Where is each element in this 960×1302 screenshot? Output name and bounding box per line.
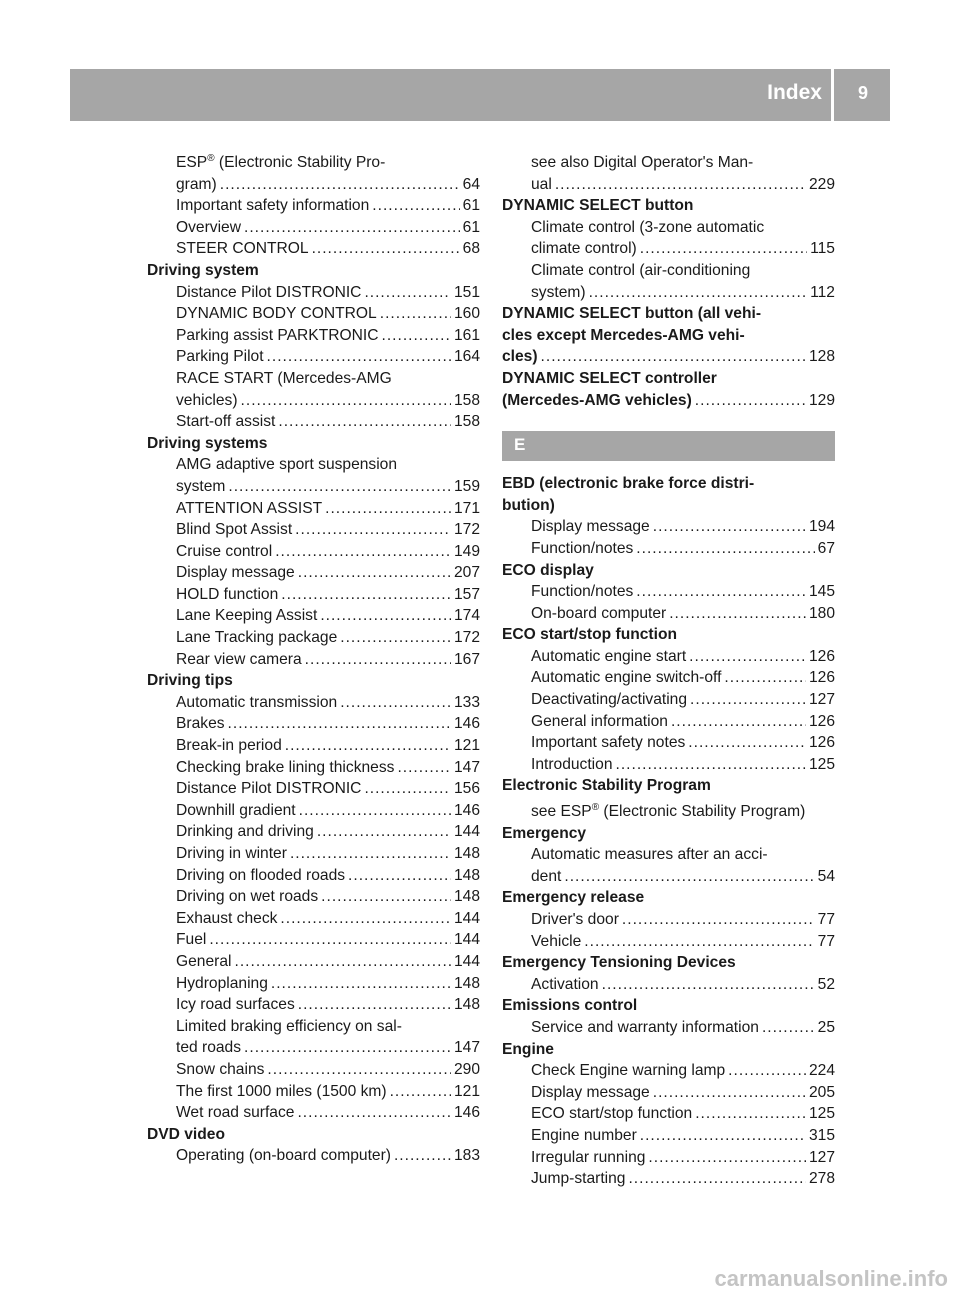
index-entry[interactable] xyxy=(147,562,480,584)
index-entry[interactable] xyxy=(502,1017,835,1039)
page-ref: 146 xyxy=(453,801,480,819)
entry-text: Downhill gradient xyxy=(176,801,296,819)
entry-text: (Mercedes-AMG vehicles) xyxy=(502,391,692,409)
entry-text: Automatic engine switch-off xyxy=(531,669,722,687)
header-title: Index xyxy=(767,81,822,104)
index-entry[interactable] xyxy=(147,390,480,412)
page-ref: 54 xyxy=(817,867,835,885)
entry-text: Important safety information xyxy=(176,197,370,215)
page-ref: 207 xyxy=(453,564,480,582)
index-entry[interactable] xyxy=(147,929,480,951)
page-ref: 149 xyxy=(453,542,480,560)
index-entry[interactable] xyxy=(147,174,480,196)
entry-text: Service and warranty information xyxy=(531,1018,759,1036)
entry-text: Driver's door xyxy=(531,911,619,928)
page-ref: 125 xyxy=(808,755,835,773)
entry-text: Lane Tracking package xyxy=(176,629,338,647)
index-entry[interactable] xyxy=(502,667,835,689)
page-number: 9 xyxy=(857,83,868,103)
page-ref: 126 xyxy=(808,669,835,687)
page-ref: 77 xyxy=(817,932,835,950)
header-bar xyxy=(70,69,890,121)
entry-text: ESP xyxy=(176,154,208,171)
index-entry[interactable] xyxy=(502,603,835,625)
page-ref: 146 xyxy=(453,1104,480,1122)
page-ref: 160 xyxy=(453,305,480,323)
entry-text: On-board computer xyxy=(531,604,667,622)
index-entry[interactable] xyxy=(502,1082,835,1104)
index-entry[interactable] xyxy=(502,1168,835,1190)
index-entry[interactable] xyxy=(147,843,480,865)
page-ref: 148 xyxy=(453,866,480,884)
index-entry[interactable] xyxy=(147,1081,480,1103)
index-entry[interactable] xyxy=(502,732,835,754)
page-ref: 171 xyxy=(453,499,480,517)
page-ref: 144 xyxy=(453,823,480,841)
page-ref: 129 xyxy=(808,391,835,409)
entry-text: (Electronic Stability Program) xyxy=(599,803,806,821)
page-ref: 144 xyxy=(453,931,480,949)
index-entry[interactable] xyxy=(502,1125,835,1147)
page-ref: 174 xyxy=(453,607,480,625)
index-entry[interactable] xyxy=(147,973,480,995)
index-entry[interactable] xyxy=(502,1147,835,1169)
index-entry[interactable] xyxy=(502,581,835,603)
entry-text: Parking assist PARKTRONIC xyxy=(176,326,379,344)
index-entry[interactable] xyxy=(147,951,480,973)
index-entry[interactable] xyxy=(147,346,480,368)
entry-text: Hydroplaning xyxy=(176,974,268,992)
entry-text: see ESP xyxy=(531,803,592,821)
entry-text: Driving in winter xyxy=(176,845,287,862)
entry-text: Engine number xyxy=(531,1126,637,1144)
index-entry-text[interactable]: see also Digital Operator's Man- xyxy=(531,154,754,171)
page-ref: 145 xyxy=(808,583,835,601)
index-heading-etd: Emergency Tensioning Devices xyxy=(502,954,736,972)
index-entry[interactable] xyxy=(147,476,480,498)
index-entry[interactable] xyxy=(502,754,835,776)
page-ref: 158 xyxy=(453,413,480,431)
index-entry[interactable] xyxy=(147,627,480,649)
index-entry[interactable] xyxy=(147,713,480,735)
entry-text: Wet road surface xyxy=(176,1104,295,1122)
page-ref: 144 xyxy=(453,909,480,927)
page-ref: 183 xyxy=(453,1147,480,1165)
index-entry[interactable] xyxy=(147,778,480,800)
index-heading-dvd-video: DVD video xyxy=(147,1125,225,1143)
entry-text: Display message xyxy=(176,564,295,582)
index-entry[interactable] xyxy=(502,931,835,953)
entry-text: climate control) xyxy=(531,240,637,258)
page-ref: 64 xyxy=(462,175,480,193)
registered-mark: ® xyxy=(591,801,600,813)
index-entry[interactable] xyxy=(502,346,835,368)
index-column-right xyxy=(502,152,835,1190)
page-ref: 61 xyxy=(462,197,480,215)
page-ref: 148 xyxy=(453,845,480,862)
index-entry-text[interactable]: RACE START (Mercedes-AMG xyxy=(176,369,392,387)
entry-text: system xyxy=(176,477,226,495)
index-entry[interactable] xyxy=(147,411,480,433)
entry-text: Jump-starting xyxy=(531,1170,626,1188)
index-heading-dsb-all: cles except Mercedes-AMG vehi- xyxy=(502,326,745,344)
entry-text: cles) xyxy=(502,348,538,366)
index-entry[interactable] xyxy=(147,519,480,541)
page-ref: 164 xyxy=(453,348,480,366)
page-ref: 146 xyxy=(453,715,480,733)
entry-text: Driving on wet roads xyxy=(176,888,319,906)
page-ref: 112 xyxy=(810,283,835,301)
page-ref: 172 xyxy=(453,521,480,539)
entry-text: ual xyxy=(531,175,552,193)
page-ref: 147 xyxy=(453,1039,480,1057)
entry-text: Brakes xyxy=(176,715,225,733)
entry-text: ted roads xyxy=(176,1039,242,1057)
index-entry[interactable] xyxy=(502,711,835,733)
index-entry[interactable] xyxy=(147,886,480,908)
index-heading-dsc: DYNAMIC SELECT controller xyxy=(502,369,717,387)
page-ref: 148 xyxy=(453,996,480,1014)
index-entry[interactable] xyxy=(502,282,835,304)
page-ref: 315 xyxy=(808,1126,835,1144)
page-ref: 148 xyxy=(453,888,480,906)
entry-text: The first 1000 miles (1500 km) xyxy=(176,1082,387,1100)
index-entry[interactable] xyxy=(147,498,480,520)
watermark: carmanualsonline.info xyxy=(714,1266,948,1291)
index-heading-driving-systems: Driving systems xyxy=(147,434,268,452)
index-heading-ebd: bution) xyxy=(502,496,555,514)
index-entry[interactable] xyxy=(502,974,835,996)
entry-text: Icy road surfaces xyxy=(176,996,295,1014)
index-entry[interactable] xyxy=(502,390,835,412)
entry-text: Deactivating/activating xyxy=(531,691,688,709)
index-entry[interactable] xyxy=(502,238,835,260)
page-ref: 25 xyxy=(817,1018,835,1036)
page-ref: 151 xyxy=(453,283,480,301)
index-entry[interactable] xyxy=(147,303,480,325)
index-entry[interactable] xyxy=(147,1102,480,1124)
index-entry[interactable] xyxy=(147,541,480,563)
entry-text: General xyxy=(176,952,232,970)
page-ref: 121 xyxy=(453,1082,480,1100)
page-ref: 128 xyxy=(808,348,835,366)
index-entry[interactable] xyxy=(147,217,480,239)
page-ref: 52 xyxy=(817,975,835,993)
index-entry[interactable] xyxy=(147,195,480,217)
page-ref: 290 xyxy=(453,1060,480,1078)
index-entry[interactable] xyxy=(502,538,835,560)
entry-text: Rear view camera xyxy=(176,650,302,668)
index-entry[interactable] xyxy=(147,1037,480,1059)
entry-text: Vehicle xyxy=(531,932,582,950)
page-ref: 156 xyxy=(453,780,480,798)
entry-text: dent xyxy=(531,867,562,885)
index-heading-ebd: EBD (electronic brake force distri- xyxy=(502,475,755,493)
page-ref: 133 xyxy=(453,693,480,711)
index-entry[interactable] xyxy=(147,1059,480,1081)
index-heading-emissions: Emissions control xyxy=(502,997,638,1015)
entry-text: Blind Spot Assist xyxy=(176,521,293,539)
entry-text: General information xyxy=(531,712,668,730)
index-heading-engine: Engine xyxy=(502,1040,554,1058)
page-ref: 224 xyxy=(808,1062,835,1080)
index-entry-text[interactable]: Climate control (3-zone automatic xyxy=(531,218,765,236)
entry-text: Display message xyxy=(531,518,650,536)
entry-text: Break-in period xyxy=(176,737,282,755)
index-entry-text[interactable]: Limited braking efficiency on sal- xyxy=(176,1017,402,1035)
page-ref: 158 xyxy=(453,391,480,409)
page-ref: 148 xyxy=(453,974,480,992)
entry-text: Fuel xyxy=(176,931,207,949)
entry-text: STEER CONTROL xyxy=(176,240,309,258)
index-heading-dynamic-select-button: DYNAMIC SELECT button xyxy=(502,197,694,215)
index-entry-esp[interactable] xyxy=(147,152,480,174)
page-ref: 125 xyxy=(808,1105,835,1123)
entry-text: vehicles) xyxy=(176,391,238,409)
index-entry[interactable] xyxy=(147,1145,480,1167)
index-entry-text[interactable]: Climate control (air-conditioning xyxy=(531,261,751,279)
index-entry[interactable] xyxy=(147,994,480,1016)
index-entry[interactable] xyxy=(147,865,480,887)
entry-text: Parking Pilot xyxy=(176,348,264,366)
entry-text: Exhaust check xyxy=(176,909,278,927)
entry-text: Irregular running xyxy=(531,1148,646,1166)
index-heading-eco-display: ECO display xyxy=(502,561,594,579)
page-ref: 67 xyxy=(817,539,835,557)
entry-text: Checking brake lining thickness xyxy=(176,758,395,776)
entry-text: Important safety notes xyxy=(531,734,686,752)
entry-text: Introduction xyxy=(531,755,613,773)
entry-text: Driving on flooded roads xyxy=(176,866,346,884)
entry-text: Snow chains xyxy=(176,1060,265,1078)
index-entry[interactable] xyxy=(147,735,480,757)
index-entry[interactable] xyxy=(502,646,835,668)
page-ref: 157 xyxy=(453,585,480,603)
entry-text: Overview xyxy=(176,218,241,236)
index-entry[interactable] xyxy=(147,325,480,347)
page-ref: 127 xyxy=(808,691,835,709)
index-entry[interactable] xyxy=(502,174,835,196)
entry-text: (Electronic Stability Pro- xyxy=(214,154,386,171)
index-heading-esp-program: Electronic Stability Program xyxy=(502,777,711,795)
entry-text: ECO start/stop function xyxy=(531,1105,693,1123)
entry-text: HOLD function xyxy=(176,585,279,603)
index-entry[interactable] xyxy=(147,908,480,930)
entry-text: Display message xyxy=(531,1083,650,1101)
index-entry[interactable] xyxy=(147,821,480,843)
index-heading-driving-tips: Driving tips xyxy=(147,672,233,690)
entry-text: DYNAMIC BODY CONTROL xyxy=(176,305,377,323)
page-ref: 115 xyxy=(810,240,835,258)
index-entry[interactable] xyxy=(502,689,835,711)
header-divider xyxy=(831,69,834,121)
index-heading-eco-start-stop: ECO start/stop function xyxy=(502,626,677,644)
entry-text: system) xyxy=(531,283,586,301)
entry-text: Automatic transmission xyxy=(176,693,338,711)
index-entry[interactable] xyxy=(147,649,480,671)
page-ref: 161 xyxy=(453,326,480,344)
page-ref: 126 xyxy=(808,647,835,665)
index-heading-dsb-all: DYNAMIC SELECT button (all vehi- xyxy=(502,305,762,323)
index-entry-text[interactable]: Automatic measures after an acci- xyxy=(531,846,768,864)
index-entry[interactable] xyxy=(502,1103,835,1125)
page-ref: 127 xyxy=(808,1148,835,1166)
page-ref: 144 xyxy=(453,952,480,970)
index-entry-text[interactable]: AMG adaptive sport suspension xyxy=(176,456,398,474)
index-entry[interactable] xyxy=(147,757,480,779)
page-ref: 61 xyxy=(462,218,480,236)
index-entry[interactable] xyxy=(502,1060,835,1082)
page-ref: 126 xyxy=(808,734,835,752)
page-ref: 278 xyxy=(808,1170,835,1188)
page-ref: 68 xyxy=(462,240,480,258)
index-entry[interactable] xyxy=(502,866,835,888)
index-entry[interactable] xyxy=(147,800,480,822)
page-ref: 167 xyxy=(453,650,480,668)
index-entry[interactable] xyxy=(502,516,835,538)
entry-text: Start-off assist xyxy=(176,413,276,431)
index-entry[interactable] xyxy=(147,282,480,304)
page-ref: 147 xyxy=(453,758,480,776)
index-heading-driving-system: Driving system xyxy=(147,261,259,279)
page-ref: 180 xyxy=(808,604,835,622)
entry-text: Function/notes xyxy=(531,539,634,557)
entry-text: Cruise control xyxy=(176,542,273,560)
index-entry[interactable] xyxy=(147,584,480,606)
entry-text: Activation xyxy=(531,975,599,993)
index-entry[interactable] xyxy=(147,605,480,627)
index-column-left xyxy=(147,152,480,1167)
entry-text: ATTENTION ASSIST xyxy=(176,499,323,517)
page-ref: 194 xyxy=(808,518,835,536)
page-ref: 121 xyxy=(453,737,480,755)
entry-text: Operating (on-board computer) xyxy=(176,1147,391,1165)
page-ref: 229 xyxy=(808,175,835,193)
letter-section-bar xyxy=(502,431,835,461)
section-letter: E xyxy=(514,435,526,455)
entry-text: Distance Pilot DISTRONIC xyxy=(176,780,362,798)
index-entry[interactable] xyxy=(147,238,480,260)
entry-text: Automatic engine start xyxy=(531,647,687,665)
page-ref: 205 xyxy=(808,1083,835,1101)
index-heading-emergency: Emergency xyxy=(502,824,587,842)
entry-text: Distance Pilot DISTRONIC xyxy=(176,283,362,301)
page-ref: 126 xyxy=(808,712,835,730)
entry-text: Function/notes xyxy=(531,583,634,601)
entry-text: Drinking and driving xyxy=(176,823,314,841)
page-ref: 159 xyxy=(453,477,480,495)
entry-text: Check Engine warning lamp xyxy=(531,1062,726,1080)
registered-mark: ® xyxy=(207,152,215,164)
index-entry-see-also[interactable] xyxy=(502,797,835,823)
page-ref: 77 xyxy=(817,911,835,928)
index-entry[interactable] xyxy=(502,909,835,931)
page-ref: 172 xyxy=(453,629,480,647)
entry-text: gram) xyxy=(176,175,217,193)
entry-text: Lane Keeping Assist xyxy=(176,607,318,625)
index-entry[interactable] xyxy=(147,692,480,714)
index-heading-emergency-release: Emergency release xyxy=(502,889,645,907)
